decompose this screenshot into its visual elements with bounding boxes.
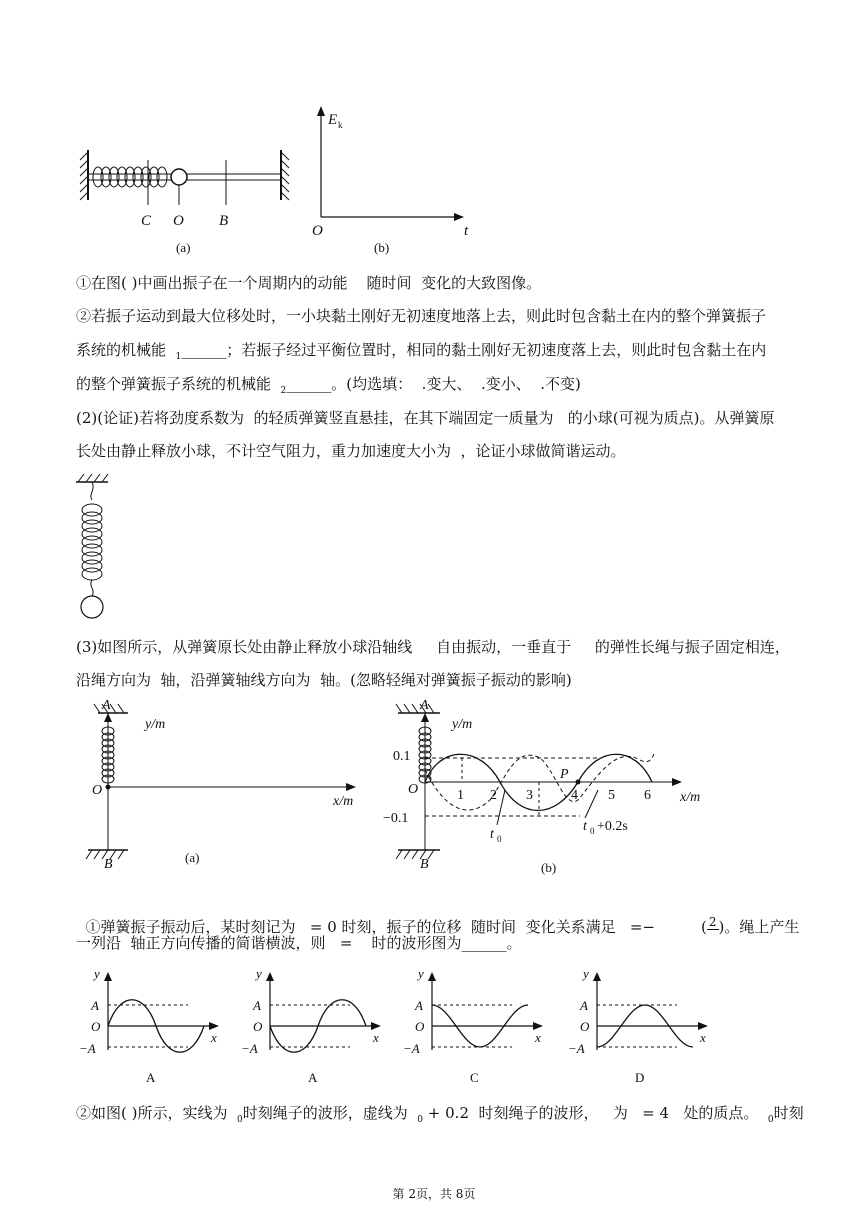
option-x-arrow [371,1022,381,1030]
label-c: C [141,213,152,229]
fig3b-label-O: O [408,782,419,797]
fig3b-t0b-tail: +0.2s [597,819,628,834]
caption-b: (b) [374,240,390,255]
fig3b-x-tick-6: 6 [644,788,651,803]
question-5-line [76,1103,804,1130]
fig3b-x-tick-1: 1 [457,788,464,803]
option-x-arrow [698,1022,708,1030]
q5-sub-0b: 0 [417,1115,424,1125]
option-mA-label: −A [79,1041,96,1056]
caption-a: (a) [176,240,191,255]
fig3b-label-P: P [560,767,569,782]
fig3b-t0: t [490,827,494,842]
option-x-arrow [533,1022,543,1030]
q5-text-c: + 0.2 时刻绳子的波形， 为 = 4 处的质点。 [423,1104,768,1122]
q5-sub-0: 0 [237,1115,243,1125]
option-A-label: A [91,998,99,1013]
option-y-label: y [256,966,262,981]
option-y-label: y [583,966,589,981]
option-caption: D [635,1070,645,1085]
q5-sub-0c: 0 [767,1115,774,1125]
option-O-label: O [580,1019,590,1034]
option-y-label: y [94,966,100,981]
part-2-line-2: 长处由静止释放小球，不计空气阻力，重力加速度大小为 ，论证小球做简谐运动。 [76,442,626,460]
q2-text-b: ______；若振子经过平衡位置时，相同的黏土刚好无初速度落上去，则此时包含黏土在内 [181,341,767,359]
fig3a-ylabel: y/m [145,717,166,732]
fig3b-caption: (b) [541,860,557,875]
option-y-arrow [266,972,274,981]
option-x-label: x [373,1030,379,1045]
fig3b-x-tick-4: 4 [571,788,578,803]
option-x-arrow [209,1022,219,1030]
q2-sub-1: 1 [175,352,182,362]
q4-text-a: ①弹簧振子振动后，某时刻记为 = 0 时刻，振子的位移 随时间 变化关系满足 =− [85,918,656,936]
option-caption: C [470,1070,479,1085]
q2-sub-2: 2 [280,386,287,396]
origin-b: O [312,223,323,239]
ek-label: E [328,112,338,128]
option-A-label: A [580,998,588,1013]
label-o: O [173,213,184,229]
option-A-label: A [253,998,261,1013]
fig3a-label-O: O [92,783,103,798]
question-2-line-1: ②若振子运动到最大位移处时，一小块黏土刚好无初速度地落上去，则此时包含黏土在内的整个弹簧振子 [76,307,767,325]
fig3b-label-A: A [420,698,429,713]
q4-text-b: )。绳上产生 [718,918,800,936]
q5-text-d: 时刻 [773,1104,804,1122]
option-mA-label: −A [241,1041,258,1056]
ek-label-sub: k [338,120,343,130]
question-4-line-2: 一列沿 轴正方向传播的简谐横波，则 = 时的波形图为______。 [76,934,522,952]
option-x-label: x [535,1030,541,1045]
q5-text-a: ②如图( )所示，实线为 [76,1104,238,1122]
option-y-label: y [418,966,424,981]
q2-text-a: 系统的机械能 [76,341,176,359]
option-O-label: O [253,1019,263,1034]
fig3b-label-B: B [420,857,429,872]
fig3b-ylabel: y/m [452,717,473,732]
fig3b-x-tick-2: 2 [490,788,497,803]
q2-text-d: ______。(均选填： .变大、 .变小、 .不变) [286,375,581,393]
option-O-label: O [91,1019,101,1034]
option-caption: A [308,1070,318,1085]
fig3a-label-A: A [102,698,111,713]
part-3-line-1: (3)如图所示，从弹簧原长处由静止释放小球沿轴线 自由振动，一垂直于 的弹性长绳与振子固定相连， [76,638,790,656]
option-caption: A [146,1070,156,1085]
fig3b-xlabel: x/m [680,790,701,805]
option-mA-label: −A [568,1041,585,1056]
label-b: B [219,213,229,229]
part-3-line-2: 沿绳方向为 轴，沿弹簧轴线方向为 轴。(忽略轻绳对弹簧振子振动的影响) [76,671,572,689]
fig3b-tick-m01: −0.1 [383,811,409,826]
fig3b-x-tick-3: 3 [526,788,533,803]
t-axis-label: t [464,223,469,239]
fig3b-tick-01: 0.1 [393,749,411,764]
fig3b-t0-sub: 0 [497,834,502,844]
fig3a-xlabel: x/m [333,794,354,809]
question-1-line: ①在图( )中画出振子在一个周期内的动能 随时间 变化的大致图像。 [76,274,542,292]
fig3b-t0b-sub: 0 [590,826,595,836]
q2-text-c: 的整个弹簧振子系统的机械能 [76,375,281,393]
option-mA-label: −A [403,1041,420,1056]
option-O-label: O [415,1019,425,1034]
fig3a-label-B: B [104,857,113,872]
option-x-label: x [700,1030,706,1045]
q5-text-b: 时刻绳子的波形，虚线为 [242,1104,418,1122]
option-y-arrow [104,972,112,981]
option-y-arrow [428,972,436,981]
option-A-label: A [415,998,423,1013]
q4-frac-num: 2 [708,915,717,929]
option-y-arrow [593,972,601,981]
fig3b-x-tick-5: 5 [608,788,615,803]
page-footer: 第 2页，共 8页 [392,1187,476,1201]
question-4-line-1: ①弹簧振子振动后，某时刻记为 = 0 时刻，振子的位移 随时间 变化关系满足 =− ( $^2$ )。绳上产生 [85,915,800,936]
option-x-label: x [211,1030,217,1045]
fig3a-caption: (a) [185,850,200,865]
fig3b-t0b: t [583,819,587,834]
part-2-line-1: (2)(论证)若将劲度系数为 的轻质弹簧竖直悬挂，在其下端固定一质量为 的小球(可视为质点)。从弹簧原 [76,409,775,427]
